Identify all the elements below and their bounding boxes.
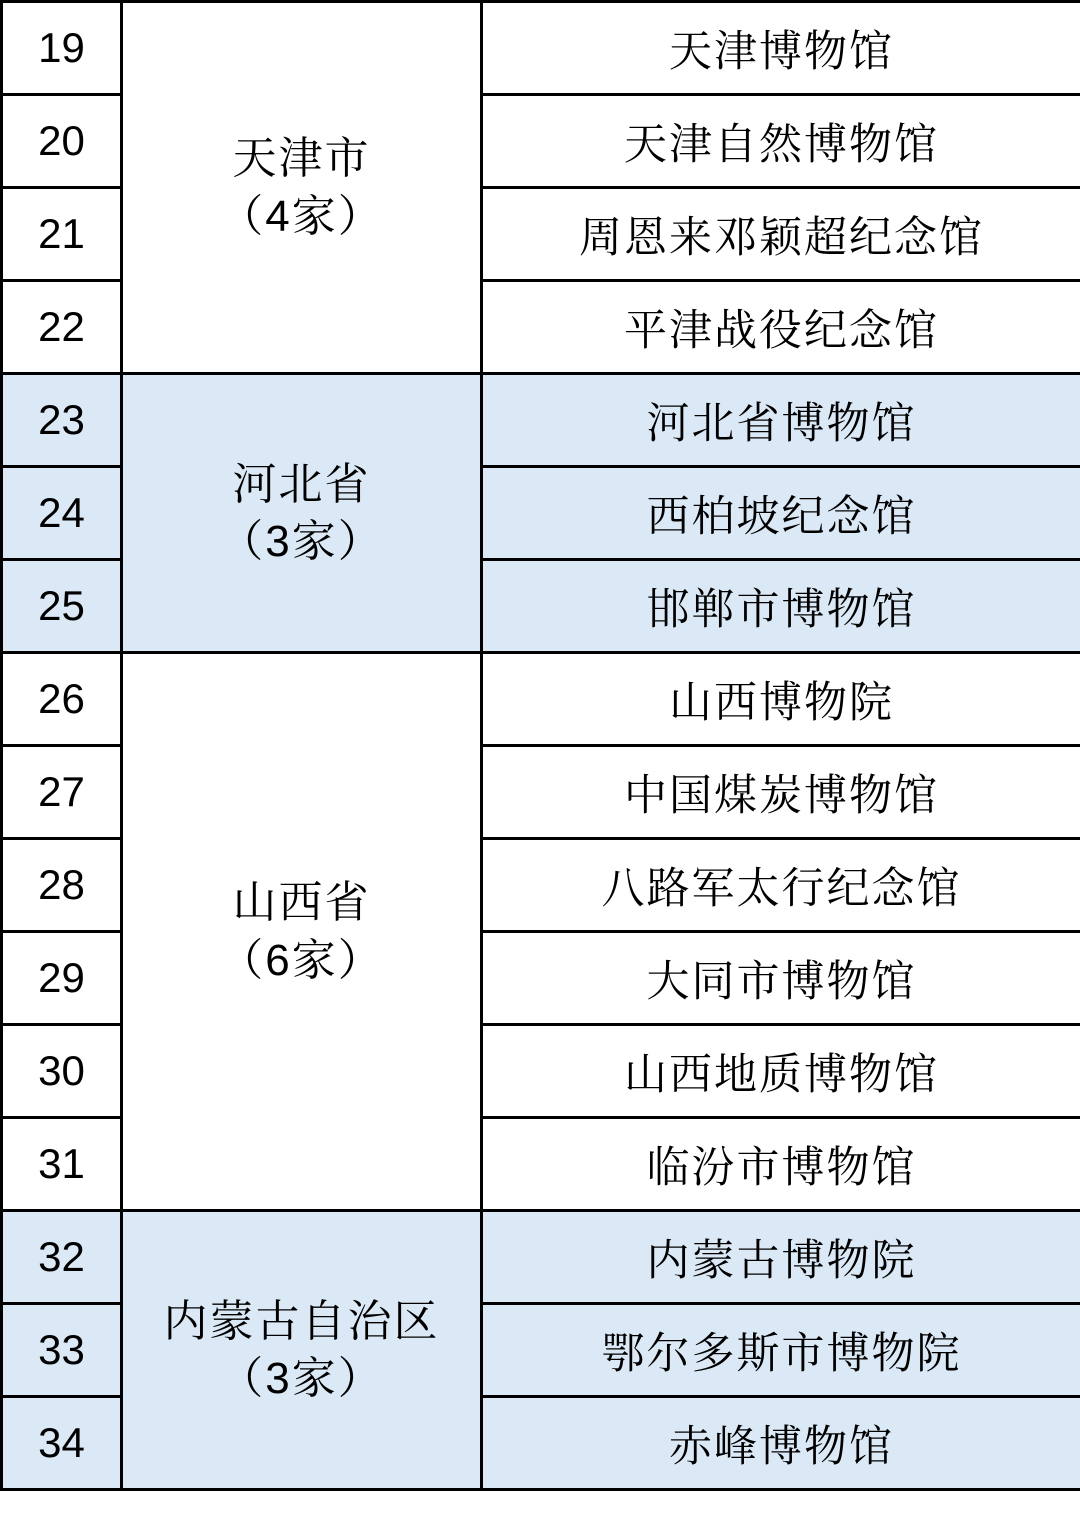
museum-cell: 平津战役纪念馆 [482,281,1080,374]
table-row [2,1211,1080,1304]
province-cell [122,2,482,374]
province-cell [122,653,482,1211]
museum-cell: 山西地质博物馆 [482,1025,1080,1118]
museum-cell: 临汾市博物馆 [482,1118,1080,1211]
row-number-cell: 29 [2,932,122,1025]
province-count: （4家） [219,191,384,241]
row-number-cell: 30 [2,1025,122,1118]
province-name: 河北省 [232,459,371,509]
museum-cell: 八路军太行纪念馆 [482,839,1080,932]
province-name: 山西省 [232,878,371,928]
row-number-cell: 28 [2,839,122,932]
museum-cell: 河北省博物馆 [482,374,1080,467]
province-count: （3家） [219,517,384,566]
row-number-cell: 26 [2,653,122,746]
province-count: （6家） [219,935,384,985]
museum-cell: 西柏坡纪念馆 [482,467,1080,560]
museum-cell: 邯郸市博物馆 [482,560,1080,653]
province-cell [122,374,482,653]
table-row [2,653,1080,746]
row-number-cell: 20 [2,95,122,188]
row-number-cell: 27 [2,746,122,839]
row-number-cell: 34 [2,1397,122,1490]
table-row [2,2,1080,95]
row-number-cell: 31 [2,1118,122,1211]
province-cell [122,1211,482,1490]
province-name: 内蒙古自治区 [163,1296,440,1346]
museum-cell: 山西博物院 [482,653,1080,746]
province-name: 天津市 [232,134,371,184]
row-number-cell: 25 [2,560,122,653]
museum-table-body [2,2,1080,1490]
museum-cell: 鄂尔多斯市博物院 [482,1304,1080,1397]
row-number-cell: 23 [2,374,122,467]
museum-cell: 内蒙古博物院 [482,1211,1080,1304]
row-number-cell: 22 [2,281,122,374]
province-count: （3家） [219,1354,384,1403]
row-number-cell: 19 [2,2,122,95]
museum-cell: 中国煤炭博物馆 [482,746,1080,839]
row-number-cell: 33 [2,1304,122,1397]
museum-cell: 天津博物馆 [482,2,1080,95]
museum-cell: 周恩来邓颖超纪念馆 [482,188,1080,281]
table-row [2,374,1080,467]
museum-cell: 天津自然博物馆 [482,95,1080,188]
museum-cell: 赤峰博物馆 [482,1397,1080,1490]
row-number-cell: 32 [2,1211,122,1304]
row-number-cell: 24 [2,467,122,560]
row-number-cell: 21 [2,188,122,281]
museum-cell: 大同市博物馆 [482,932,1080,1025]
